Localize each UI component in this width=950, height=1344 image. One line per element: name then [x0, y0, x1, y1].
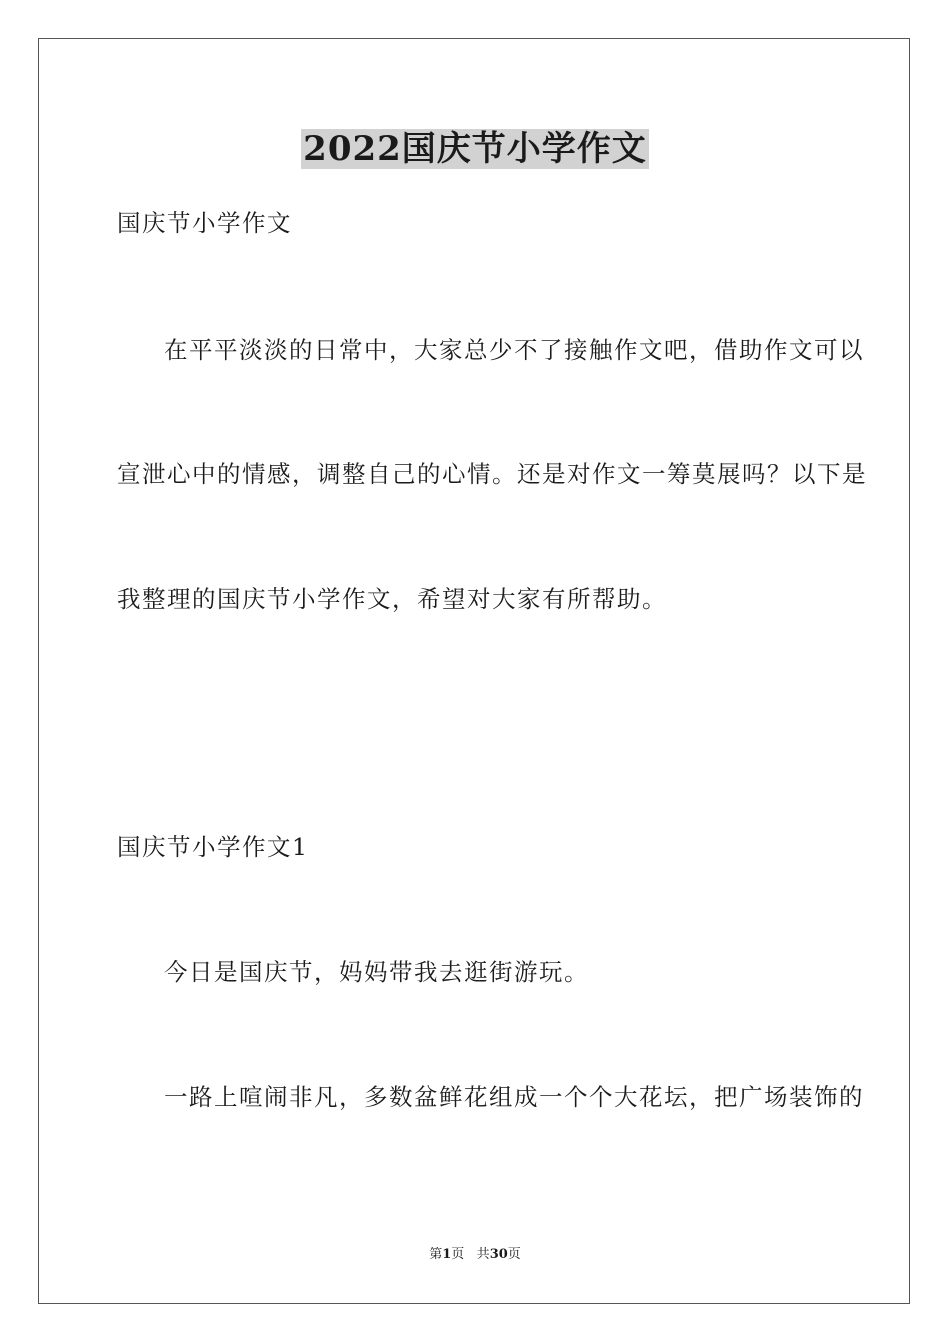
page-number: 1: [442, 1247, 452, 1262]
total-suffix: 页: [507, 1247, 521, 1262]
section-heading: 国庆节小学作文1: [117, 833, 309, 861]
page-suffix: 页: [451, 1247, 465, 1262]
paragraph-line: 在平平淡淡的日常中，大家总少不了接触作文吧，借助作文可以: [164, 336, 864, 364]
page-prefix: 第: [429, 1247, 443, 1262]
title-text: 2022国庆节小学作文: [303, 129, 647, 169]
total-pages: 30: [489, 1247, 508, 1262]
page-footer: [0, 1246, 950, 1264]
paragraph-line: 一路上喧闹非凡，多数盆鲜花组成一个个大花坛，把广场装饰的: [164, 1083, 864, 1111]
subtitle-line: 国庆节小学作文: [117, 209, 292, 237]
document-title: [0, 127, 950, 171]
paragraph-line: 宣泄心中的情感，调整自己的心情。还是对作文一筹莫展吗？以下是: [117, 460, 867, 488]
paragraph-line: 我整理的国庆节小学作文，希望对大家有所帮助。: [117, 585, 667, 613]
total-prefix: 共: [476, 1247, 490, 1262]
paragraph-line: 今日是国庆节，妈妈带我去逛街游玩。: [164, 958, 589, 986]
